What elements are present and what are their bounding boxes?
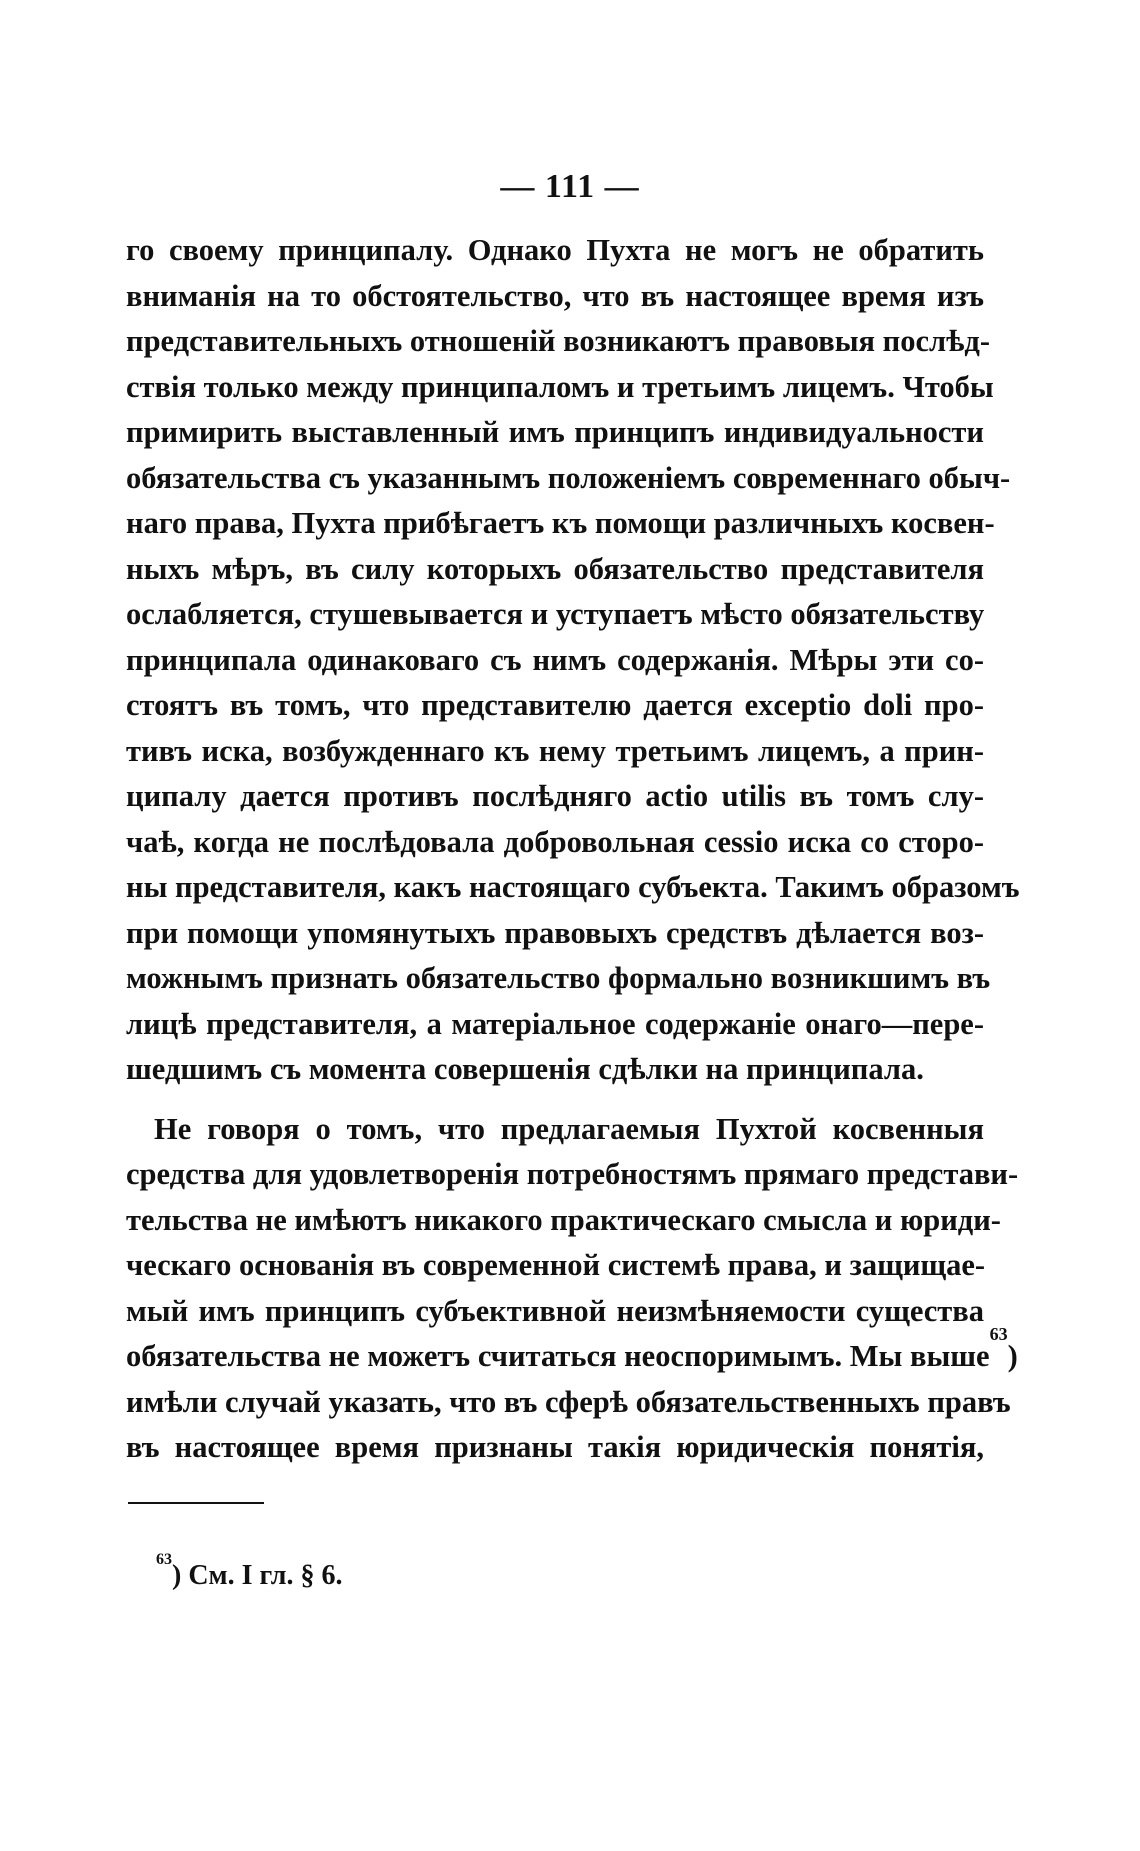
- text-fragment: обязательства не можетъ считаться неоспоримымъ. Мы выше: [126, 1339, 990, 1373]
- footnote-mark: 63: [156, 1551, 172, 1568]
- footnote-text: ) См. I гл. § 6.: [172, 1560, 343, 1591]
- page-number: — 111 —: [500, 168, 640, 205]
- footnote: [156, 1551, 343, 1592]
- text-line: тельства не имѣютъ никакого практическаго смысла и юриди-: [126, 1202, 1001, 1237]
- text-line: въ настоящее время признаны такія юридическія понятія,: [126, 1430, 984, 1464]
- footnote-reference: 63: [989, 1324, 1008, 1344]
- text-line: примирить выставленный имъ принципъ индивидуальности: [126, 415, 984, 449]
- text-line: го своему принципалу. Однако Пухта не могъ не обратить: [126, 233, 984, 267]
- text-line: ческаго основанія въ современной системѣ права, и защищае-: [126, 1248, 986, 1282]
- text-line: при помощи упомянутыхъ правовыхъ средствъ дѣлается воз-: [126, 915, 984, 950]
- text-line: обязательства съ указаннымъ положеніемъ современнаго обыч-: [126, 460, 1011, 495]
- text-line: средства для удовлетворенія потребностямъ прямаго представи-: [126, 1157, 1019, 1191]
- paragraph-2: [126, 1107, 1019, 1471]
- text-line: наго права, Пухта прибѣгаетъ къ помощи различныхъ косвен-: [126, 506, 995, 540]
- text-line: представительныхъ отношеній возникаютъ правовыя послѣд-: [126, 324, 990, 358]
- text-line: ципалу дается противъ послѣдняго actio utilis въ томъ слу-: [126, 779, 984, 813]
- text-line: можнымъ признать обязательство формально возникшимъ въ: [126, 961, 991, 995]
- text-line: принципала одинаковаго съ нимъ содержанія. Мѣры эти со-: [126, 642, 984, 677]
- main-text: [126, 228, 1020, 1471]
- text-line-with-footnote-ref: [126, 1324, 1018, 1380]
- footnote-divider: [128, 1502, 264, 1504]
- text-line: лицѣ представителя, а матеріальное содержаніе онаго—пере-: [126, 1006, 984, 1041]
- text-line: ослабляется, стушевывается и уступаетъ мѣсто обязательству: [126, 597, 985, 631]
- text-line: вниманія на то обстоятельство, что въ настоящее время изъ: [126, 278, 984, 313]
- text-line: шедшимъ съ момента совершенія сдѣлки на принципала.: [126, 1052, 924, 1086]
- text-line: стоятъ въ томъ, что представителю дается exceptio doli про-: [126, 688, 984, 722]
- text-line: ныхъ мѣръ, въ силу которыхъ обязательство представителя: [126, 551, 984, 586]
- text-line: ны представителя, какъ настоящаго субъекта. Такимъ образомъ: [126, 870, 1020, 904]
- text-line: мый имъ принципъ субъективной неизмѣняемости существа: [126, 1293, 984, 1328]
- text-line: имѣли случай указать, что въ сферѣ обязательственныхъ правъ: [126, 1384, 1011, 1419]
- paragraph-1: [126, 228, 1020, 1093]
- text-line: чаѣ, когда не послѣдовала добровольная cessio иска со сторо-: [126, 824, 984, 859]
- footnote-reference-close: ): [1007, 1339, 1018, 1373]
- text-line: ствія только между принципаломъ и третьимъ лицемъ. Чтобы: [126, 369, 994, 404]
- text-line: тивъ иска, возбужденнаго къ нему третьимъ лицемъ, а прин-: [126, 733, 984, 768]
- paragraph-spacer: [126, 1093, 984, 1107]
- text-line: Не говоря о томъ, что предлагаемыя Пухтой косвенныя: [154, 1111, 984, 1146]
